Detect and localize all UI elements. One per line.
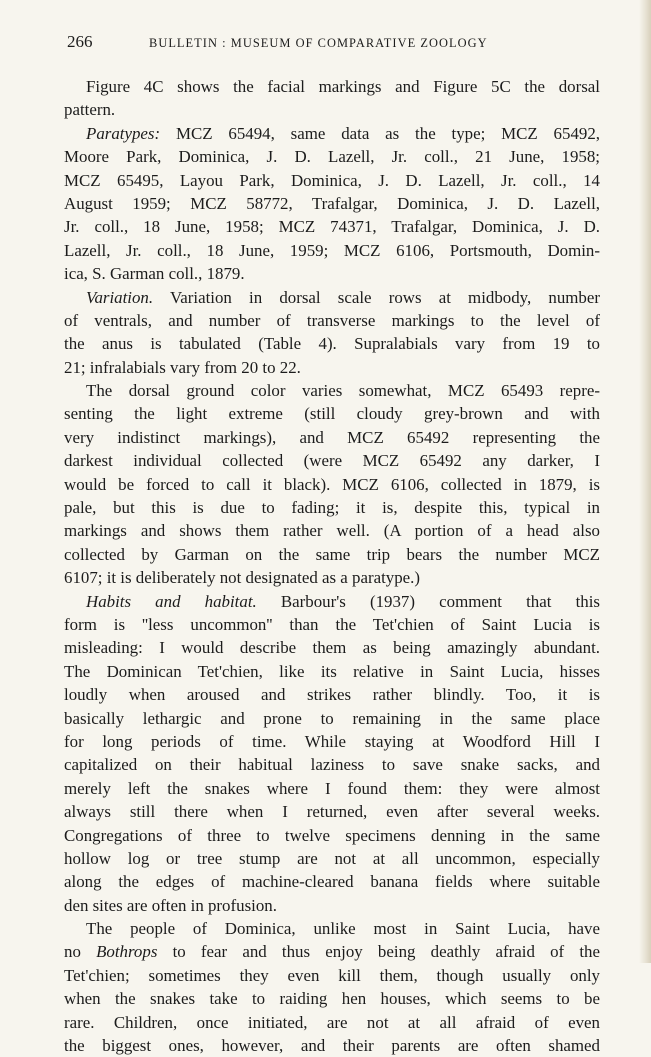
line-text: merely left the snakes where I found them: they were almost <box>64 778 600 798</box>
line-text: Lazell, Jr. coll., 18 June, 1959; MCZ 6106, Portsmouth, Domin- <box>64 240 600 260</box>
line-text: always still there when I returned, even after several weeks. <box>64 802 600 822</box>
line-text: The dorsal ground color varies somewhat, MCZ 65493 repre- <box>86 381 600 401</box>
line-text: August 1959; MCZ 58772, Trafalgar, Dominica, J. D. Lazell, <box>64 193 600 213</box>
line-text: basically lethargic and prone to remaining in the same place <box>64 708 600 728</box>
line-text: capitalized on their habitual laziness to save snake sacks, and <box>64 755 600 775</box>
text-line <box>64 262 600 285</box>
line-text: for long periods of time. While staying at Woodford Hill I <box>64 731 600 751</box>
body-text <box>64 75 600 1057</box>
line-text: Jr. coll., 18 June, 1958; MCZ 74371, Trafalgar, Dominica, J. D. <box>64 217 600 237</box>
italic-run-in-heading: Paratypes: <box>86 123 161 143</box>
text-line <box>64 707 600 730</box>
text-line <box>64 894 600 917</box>
running-head <box>67 30 607 54</box>
italic-run-in-heading: Habits and habitat. <box>86 591 257 611</box>
text-line <box>64 519 600 542</box>
line-text: 6107; it is deliberately not designated as a paratype.) <box>64 568 420 588</box>
line-text: den sites are often in profusion. <box>64 895 277 915</box>
line-text: to fear and thus enjoy being deathly afraid of the <box>157 942 600 962</box>
line-text: no <box>64 942 97 962</box>
text-line <box>64 98 600 121</box>
text-line <box>64 964 600 987</box>
text-line <box>64 683 600 706</box>
line-text: Figure 4C shows the facial markings and Figure 5C the dorsal <box>86 77 600 96</box>
text-line <box>64 145 600 168</box>
line-text: along the edges of machine-cleared banana fields where suitable <box>64 872 600 892</box>
line-text: of ventrals, and number of transverse markings to the level of <box>64 310 600 330</box>
running-head-title: BULLETIN : MUSEUM OF COMPARATIVE ZOOLOGY <box>149 36 488 50</box>
line-text: Variation in dorsal scale rows at midbody, number <box>153 287 600 307</box>
line-text: senting the light extreme (still cloudy grey-brown and with <box>64 404 600 424</box>
text-line <box>64 987 600 1010</box>
text-line <box>64 169 600 192</box>
text-line <box>64 215 600 238</box>
page-number: 266 <box>67 32 93 51</box>
italic-run-in-heading: Variation. <box>86 287 154 307</box>
text-line <box>64 449 600 472</box>
text-line <box>64 426 600 449</box>
line-text: markings and shows them rather well. (A portion of a head also <box>64 521 600 541</box>
text-line <box>64 496 600 519</box>
text-line <box>64 917 600 940</box>
text-line <box>64 332 600 355</box>
text-line <box>64 379 600 402</box>
line-text: Congregations of three to twelve specimens denning in the same <box>64 825 600 845</box>
line-text: Moore Park, Dominica, J. D. Lazell, Jr. coll., 21 June, 1958; <box>64 147 600 167</box>
text-line <box>64 286 600 309</box>
text-line <box>64 940 600 963</box>
text-line <box>64 847 600 870</box>
text-line <box>64 1011 600 1034</box>
text-line <box>64 753 600 776</box>
line-text: hollow log or tree stump are not at all uncommon, especially <box>64 848 600 868</box>
text-line <box>64 122 600 145</box>
line-text: MCZ 65494, same data as the type; MCZ 65492, <box>160 123 600 143</box>
text-line <box>64 192 600 215</box>
text-line <box>64 543 600 566</box>
italic-term: Bothrops <box>96 942 158 962</box>
text-line <box>64 239 600 262</box>
line-text: form is ''less uncommon'' than the Tet'chien of Saint Lucia is <box>64 614 600 634</box>
text-line <box>64 590 600 613</box>
text-line <box>64 824 600 847</box>
line-text: MCZ 65495, Layou Park, Dominica, J. D. Lazell, Jr. coll., 14 <box>64 170 600 190</box>
line-text: the biggest ones, however, and their parents are often shamed <box>64 1036 600 1056</box>
line-text: 21; infralabials vary from 20 to 22. <box>64 357 301 377</box>
text-line <box>64 636 600 659</box>
line-text: pattern. <box>64 100 116 120</box>
line-text: Tet'chien; sometimes they even kill them, though usually only <box>64 965 600 985</box>
line-text: pale, but this is due to fading; it is, despite this, typical in <box>64 498 600 518</box>
text-line <box>64 356 600 379</box>
page-edge <box>639 0 651 963</box>
line-text: ica, S. Garman coll., 1879. <box>64 264 245 284</box>
text-line <box>64 566 600 589</box>
line-text: misleading: I would describe them as being amazingly abundant. <box>64 638 600 658</box>
line-text: when the snakes take to raiding hen houses, which seems to be <box>64 989 600 1009</box>
line-text: The Dominican Tet'chien, like its relative in Saint Lucia, hisses <box>64 661 600 681</box>
text-line <box>64 402 600 425</box>
text-line <box>64 309 600 332</box>
line-text: the anus is tabulated (Table 4). Supralabials vary from 19 to <box>64 334 600 354</box>
text-line <box>64 1034 600 1057</box>
text-line <box>64 800 600 823</box>
line-text: Barbour's (1937) comment that this <box>256 591 600 611</box>
text-line <box>64 660 600 683</box>
text-line <box>64 473 600 496</box>
line-text: very indistinct markings), and MCZ 65492 representing the <box>64 427 600 447</box>
line-text: darkest individual collected (were MCZ 65492 any darker, I <box>64 451 600 471</box>
line-text: The people of Dominica, unlike most in Saint Lucia, have <box>86 919 600 939</box>
text-line <box>64 613 600 636</box>
line-text: loudly when aroused and strikes rather blindly. Too, it is <box>64 685 600 705</box>
line-text: rare. Children, once initiated, are not at all afraid of even <box>64 1012 600 1032</box>
text-line <box>64 777 600 800</box>
text-line <box>64 870 600 893</box>
text-line <box>64 730 600 753</box>
line-text: would be forced to call it black). MCZ 6106, collected in 1879, is <box>64 474 600 494</box>
text-line <box>64 75 600 98</box>
line-text: collected by Garman on the same trip bears the number MCZ <box>64 544 600 564</box>
